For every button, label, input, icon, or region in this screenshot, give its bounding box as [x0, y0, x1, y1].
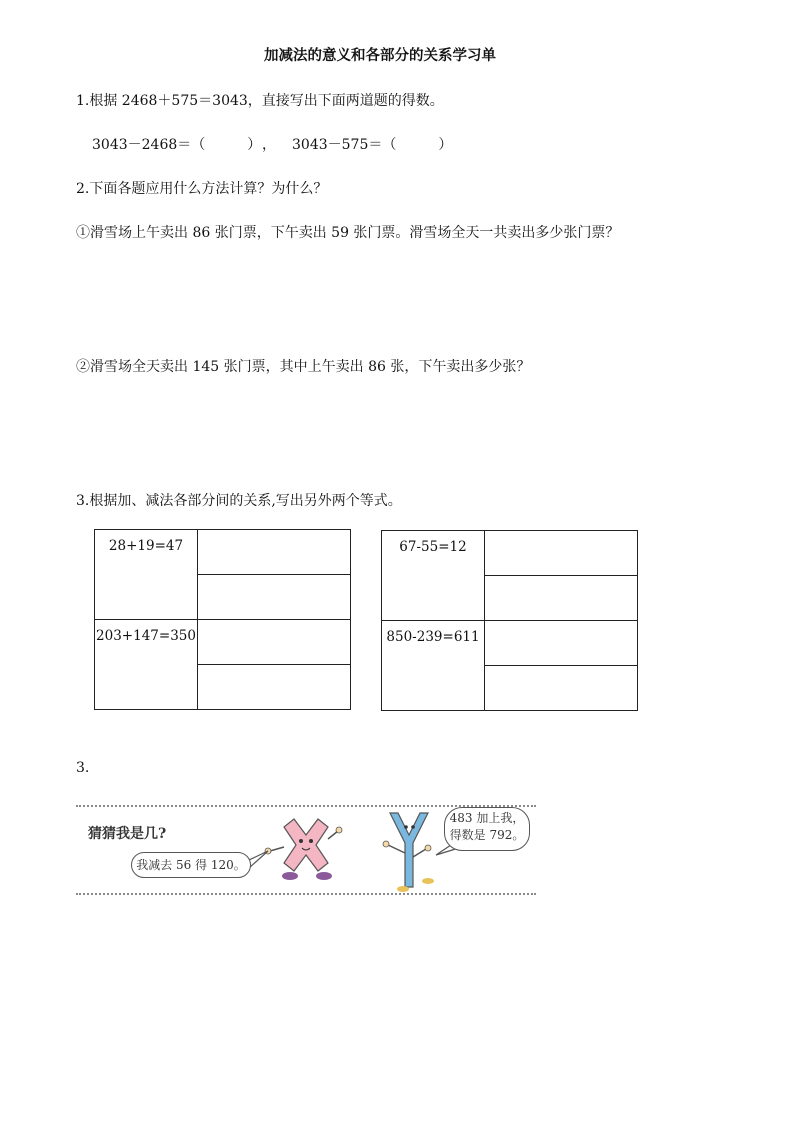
letter-y-character-icon [383, 813, 434, 892]
equation-cell: 67-55=12 [382, 531, 485, 621]
page-title: 加减法的意义和各部分的关系学习单 [264, 47, 496, 64]
equation-table-left [94, 529, 351, 710]
answer-box[interactable] [198, 575, 351, 620]
question-1-prompt: 1.根据 2468＋575＝3043，直接写出下面两道题的得数。 [76, 93, 444, 109]
equation-cell: 203+147=350 [95, 620, 198, 710]
speech-bubble-x: 我减去 56 得 120。 [131, 852, 251, 878]
speech-bubble-y-line-1: 483 加上我， [449, 811, 525, 825]
question-1-separator: ， [262, 137, 276, 153]
equation-table-right [381, 530, 638, 711]
question-3-prompt: 3.根据加、减法各部分间的关系,写出另外两个等式。 [76, 493, 402, 509]
speech-bubble-y [444, 807, 530, 851]
answer-box[interactable] [485, 576, 638, 621]
letter-x-character-icon [265, 819, 342, 880]
answer-box[interactable] [198, 665, 351, 710]
question-1-sub-b: 3043－575＝（ ） [292, 137, 453, 153]
guess-number-illustration [76, 805, 536, 895]
answer-box[interactable] [198, 530, 351, 575]
answer-box[interactable] [198, 620, 351, 665]
question-2-item-2: ②滑雪场全天卖出 145 张门票，其中上午卖出 86 张，下午卖出多少张？ [76, 359, 531, 375]
guess-label: 猜猜我是几? [88, 826, 167, 842]
answer-box[interactable] [485, 531, 638, 576]
question-4-number: 3. [76, 760, 90, 776]
question-2-item-1: ①滑雪场上午卖出 86 张门票，下午卖出 59 张门票。滑雪场全天一共卖出多少张门票？ [76, 225, 620, 241]
question-1-sub-a: 3043－2468＝（ ） [92, 137, 262, 153]
equation-cell: 28+19=47 [95, 530, 198, 620]
answer-box[interactable] [485, 666, 638, 711]
answer-box[interactable] [485, 621, 638, 666]
speech-bubble-y-line-2: 得数是 792。 [449, 828, 525, 842]
question-2-prompt: 2.下面各题应用什么方法计算？为什么？ [76, 181, 328, 197]
equation-cell: 850-239=611 [382, 621, 485, 711]
